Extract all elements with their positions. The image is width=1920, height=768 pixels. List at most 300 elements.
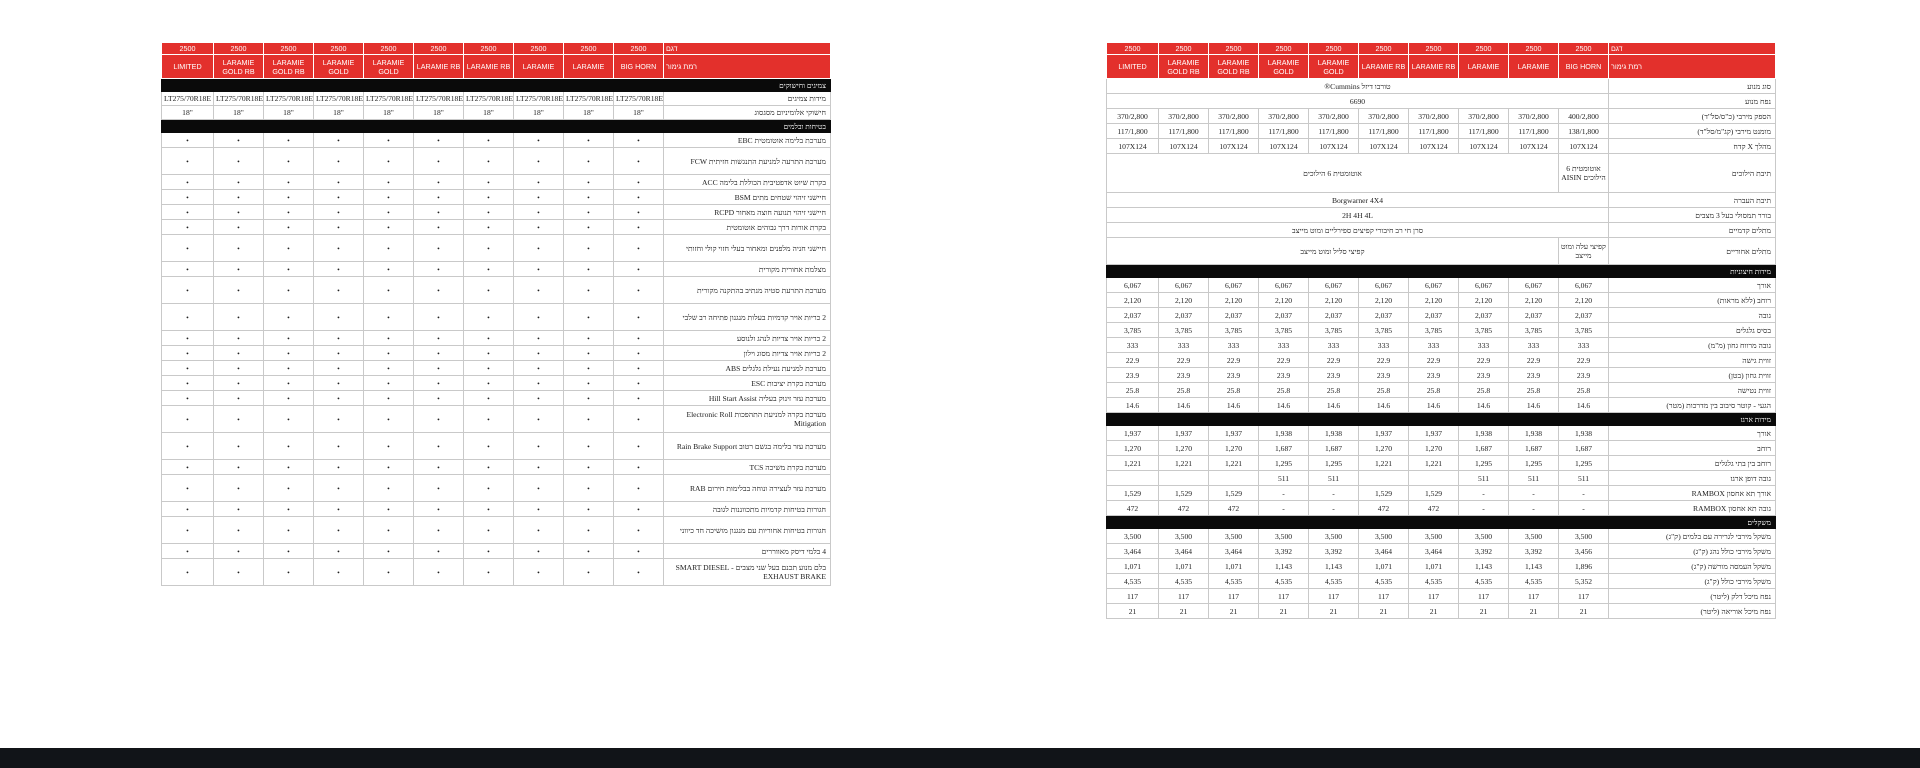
feature-included-dot: • <box>414 205 464 220</box>
feature-included-dot: • <box>162 235 214 262</box>
header-row-label: דגם <box>1609 43 1776 55</box>
spec-value-cell: 1,071 <box>1359 559 1409 574</box>
spec-value-cell: 22.9 <box>1509 353 1559 368</box>
spec-label: משקל העמסה מורשה (ק"ג) <box>1609 559 1776 574</box>
spec-value-cell: 333 <box>1409 338 1459 353</box>
spec-label: תיבת הילוכים <box>1609 154 1776 193</box>
spec-value-cell: 3,500 <box>1107 529 1159 544</box>
feature-included-dot: • <box>514 460 564 475</box>
spec-value-cell: 472 <box>1159 501 1209 516</box>
spec-value-cell: 22.9 <box>1159 353 1209 368</box>
spec-value-cell: LT275/70R18E <box>314 92 364 106</box>
feature-included-dot: • <box>162 331 214 346</box>
spec-value-cell: 2,120 <box>1159 293 1209 308</box>
feature-included-dot: • <box>364 235 414 262</box>
spec-value-cell: 107X124 <box>1309 139 1359 154</box>
spec-value-cell: 1,938 <box>1309 426 1359 441</box>
feature-included-dot: • <box>564 559 614 586</box>
spec-value-cell: - <box>1559 486 1609 501</box>
spec-row <box>1107 94 1776 109</box>
spec-value-cell: 117 <box>1509 589 1559 604</box>
feature-included-dot: • <box>364 133 414 148</box>
spec-value-cell: 14.6 <box>1259 398 1309 413</box>
feature-included-dot: • <box>364 148 414 175</box>
feature-included-dot: • <box>514 133 564 148</box>
page-footer-bar <box>0 748 1920 768</box>
header-row-label: דגם <box>664 43 831 55</box>
feature-included-dot: • <box>414 277 464 304</box>
spec-label: חגורות בטיחות קדמיות מתכווננות לגובה <box>664 502 831 517</box>
feature-included-dot: • <box>314 361 364 376</box>
feature-included-dot: • <box>214 148 264 175</box>
spec-value-cell: 25.8 <box>1259 383 1309 398</box>
spec-value-cell: 2,037 <box>1159 308 1209 323</box>
spec-label: מערכת עזר בלימה בגשם רטוב Rain Brake Support <box>664 433 831 460</box>
spec-value-cell: 4,535 <box>1459 574 1509 589</box>
spec-row <box>162 92 831 106</box>
feature-included-dot: • <box>162 304 214 331</box>
trim-header-cell: 2500 <box>264 43 314 55</box>
spec-value-cell: 3,500 <box>1159 529 1209 544</box>
spec-row <box>162 304 831 331</box>
spec-row <box>1107 278 1776 293</box>
spec-row <box>1107 383 1776 398</box>
feature-included-dot: • <box>414 391 464 406</box>
model-header-row <box>162 43 831 55</box>
feature-included-dot: • <box>464 277 514 304</box>
spec-value-cell: LT275/70R18E <box>264 92 314 106</box>
spec-value-cell: LT275/70R18E <box>364 92 414 106</box>
spec-label: 2 כריות אויר צדיות מסוג וילון <box>664 346 831 361</box>
feature-included-dot: • <box>314 475 364 502</box>
trim-header-cell: BIG HORN <box>614 55 664 79</box>
spec-row <box>1107 338 1776 353</box>
feature-included-dot: • <box>414 220 464 235</box>
spec-value-cell: 1,143 <box>1459 559 1509 574</box>
spec-row <box>162 277 831 304</box>
spec-value-cell: 3,785 <box>1459 323 1509 338</box>
feature-included-dot: • <box>514 148 564 175</box>
trim-header-cell: BIG HORN <box>1559 55 1609 79</box>
feature-included-dot: • <box>564 148 614 175</box>
spec-value-cell: 511 <box>1309 471 1359 486</box>
spec-value-cell: 2,037 <box>1107 308 1159 323</box>
feature-included-dot: • <box>614 220 664 235</box>
feature-included-dot: • <box>214 475 264 502</box>
spec-value-cell <box>1409 471 1459 486</box>
trim-header-cell: LARAMIE RB <box>1409 55 1459 79</box>
feature-included-dot: • <box>214 391 264 406</box>
spec-label: מערכת בלימה אוטומטית EBC <box>664 133 831 148</box>
spec-label: 4 בלמי דיסק מאווררים <box>664 544 831 559</box>
feature-included-dot: • <box>564 346 614 361</box>
spec-value-cell: 1,071 <box>1209 559 1259 574</box>
feature-included-dot: • <box>514 391 564 406</box>
spec-value-cell: 6,067 <box>1409 278 1459 293</box>
spec-value-cell <box>1209 471 1259 486</box>
feature-included-dot: • <box>214 205 264 220</box>
spec-value-cell: 3,392 <box>1509 544 1559 559</box>
spec-value-cell: 2,120 <box>1209 293 1259 308</box>
spec-value-cell: 25.8 <box>1459 383 1509 398</box>
section-title: משקלים <box>1107 516 1776 529</box>
trim-header-cell: 2500 <box>1209 43 1259 55</box>
spec-label: זווית גישה <box>1609 353 1776 368</box>
spec-value-cell: 1,938 <box>1509 426 1559 441</box>
spec-value-cell: 1,938 <box>1259 426 1309 441</box>
feature-included-dot: • <box>314 376 364 391</box>
trim-header-cell: 2500 <box>214 43 264 55</box>
feature-included-dot: • <box>364 502 414 517</box>
feature-included-dot: • <box>464 391 514 406</box>
feature-included-dot: • <box>162 559 214 586</box>
equipment-spec-table <box>161 42 831 586</box>
trim-header-cell: 2500 <box>162 43 214 55</box>
spec-row <box>162 235 831 262</box>
spec-value-cell: 3,464 <box>1209 544 1259 559</box>
spec-label: זווית נטישה <box>1609 383 1776 398</box>
spec-merged-cell: Borgwarner 4X4 <box>1107 193 1609 208</box>
spec-row <box>1107 323 1776 338</box>
spec-value-cell: 3,500 <box>1259 529 1309 544</box>
trim-header-cell: 2500 <box>1409 43 1459 55</box>
feature-included-dot: • <box>414 262 464 277</box>
spec-value-cell: - <box>1459 501 1509 516</box>
spec-row <box>162 559 831 586</box>
feature-included-dot: • <box>264 475 314 502</box>
spec-value-cell: 2,120 <box>1559 293 1609 308</box>
feature-included-dot: • <box>264 346 314 361</box>
spec-label: מערכת התרעת סטיה מנתיב בהתקנה מקורית <box>664 277 831 304</box>
spec-value-cell: LT275/70R18E <box>414 92 464 106</box>
spec-value-cell: 1,143 <box>1509 559 1559 574</box>
spec-value-cell: 14.6 <box>1559 398 1609 413</box>
spec-value-cell: 5,352 <box>1559 574 1609 589</box>
feature-included-dot: • <box>514 205 564 220</box>
section-header <box>1107 413 1776 426</box>
trim-header-cell: 2500 <box>1309 43 1359 55</box>
feature-included-dot: • <box>564 544 614 559</box>
spec-row <box>1107 486 1776 501</box>
spec-value-cell: 23.9 <box>1459 368 1509 383</box>
spec-label: 2 כריות אויר צדיות לנהג ולנוסע <box>664 331 831 346</box>
spec-value-cell: 6,067 <box>1559 278 1609 293</box>
feature-included-dot: • <box>614 544 664 559</box>
trim-header-cell: 2500 <box>1259 43 1309 55</box>
feature-included-dot: • <box>364 205 414 220</box>
spec-value-cell: 18" <box>464 106 514 120</box>
spec-value-cell: 117 <box>1159 589 1209 604</box>
trim-header-cell: LARAMIE GOLD RB <box>214 55 264 79</box>
feature-included-dot: • <box>214 277 264 304</box>
feature-included-dot: • <box>314 205 364 220</box>
feature-included-dot: • <box>514 544 564 559</box>
feature-included-dot: • <box>614 433 664 460</box>
spec-row <box>1107 79 1776 94</box>
spec-value-cell: - <box>1259 501 1309 516</box>
spec-value-cell: 107X124 <box>1159 139 1209 154</box>
spec-value-cell: 511 <box>1459 471 1509 486</box>
feature-included-dot: • <box>414 133 464 148</box>
spec-value-cell: 1,295 <box>1309 456 1359 471</box>
spec-value-cell: 117/1,800 <box>1209 124 1259 139</box>
spec-row <box>1107 544 1776 559</box>
feature-included-dot: • <box>614 175 664 190</box>
spec-value-cell: 21 <box>1359 604 1409 619</box>
spec-value-cell: 4,535 <box>1309 574 1359 589</box>
spec-label: רוחב בין בתי גלגלים <box>1609 456 1776 471</box>
spec-value-cell: 18" <box>614 106 664 120</box>
feature-included-dot: • <box>162 391 214 406</box>
feature-included-dot: • <box>162 376 214 391</box>
feature-included-dot: • <box>364 376 414 391</box>
feature-included-dot: • <box>514 361 564 376</box>
spec-value-cell: 3,500 <box>1559 529 1609 544</box>
feature-included-dot: • <box>614 277 664 304</box>
feature-included-dot: • <box>264 517 314 544</box>
trim-header-cell: LARAMIE RB <box>414 55 464 79</box>
feature-included-dot: • <box>364 304 414 331</box>
feature-included-dot: • <box>264 262 314 277</box>
spec-value-cell: 472 <box>1107 501 1159 516</box>
spec-value-cell: 21 <box>1107 604 1159 619</box>
spec-value-cell: 14.6 <box>1409 398 1459 413</box>
spec-label: משקל מירבי לגרירה עם בלמים (ק"ג) <box>1609 529 1776 544</box>
spec-value-cell: 3,785 <box>1409 323 1459 338</box>
spec-value-cell: 1,221 <box>1209 456 1259 471</box>
spec-value-cell: 21 <box>1509 604 1559 619</box>
feature-included-dot: • <box>514 331 564 346</box>
feature-included-dot: • <box>564 277 614 304</box>
spec-label: גובה מרווח גחון (מ"מ) <box>1609 338 1776 353</box>
feature-included-dot: • <box>214 433 264 460</box>
feature-included-dot: • <box>464 433 514 460</box>
feature-included-dot: • <box>314 331 364 346</box>
spec-value-cell: 3,785 <box>1559 323 1609 338</box>
spec-label: רוחב <box>1609 441 1776 456</box>
spec-row <box>1107 604 1776 619</box>
spec-label: מערכת עזר לעצירה ונוחה בבלימות חירום RAB <box>664 475 831 502</box>
spec-label: גובה <box>1609 308 1776 323</box>
spec-label: חיישני זיהוי שטחים מתים BSM <box>664 190 831 205</box>
feature-included-dot: • <box>564 304 614 331</box>
spec-value-cell: 511 <box>1559 471 1609 486</box>
feature-included-dot: • <box>214 544 264 559</box>
feature-included-dot: • <box>414 331 464 346</box>
feature-included-dot: • <box>162 262 214 277</box>
spec-value-cell: 2,120 <box>1309 293 1359 308</box>
feature-included-dot: • <box>214 460 264 475</box>
spec-label: רוחב (ללא מראות) <box>1609 293 1776 308</box>
feature-included-dot: • <box>162 406 214 433</box>
feature-included-dot: • <box>614 133 664 148</box>
spec-value-cell: 1,529 <box>1159 486 1209 501</box>
spec-value-cell: 2,120 <box>1409 293 1459 308</box>
spec-value-cell: LT275/70R18E <box>614 92 664 106</box>
spec-value-cell: 6,067 <box>1459 278 1509 293</box>
trim-header-cell: 2500 <box>1459 43 1509 55</box>
spec-value-cell: 4,535 <box>1409 574 1459 589</box>
spec-value-cell: 6,067 <box>1209 278 1259 293</box>
spec-value-cell: 23.9 <box>1209 368 1259 383</box>
spec-value-cell: 1,529 <box>1107 486 1159 501</box>
trim-header-cell: 2500 <box>414 43 464 55</box>
spec-value-cell: 3,785 <box>1309 323 1359 338</box>
feature-included-dot: • <box>614 517 664 544</box>
spec-row <box>1107 293 1776 308</box>
spec-value-cell: 3,500 <box>1309 529 1359 544</box>
spec-label: בסיס גלגלים <box>1609 323 1776 338</box>
spec-row <box>1107 574 1776 589</box>
feature-included-dot: • <box>464 460 514 475</box>
spec-value-cell: - <box>1559 501 1609 516</box>
spec-merged-cell: קפיצי עלה ומוט מייצב <box>1559 238 1609 265</box>
spec-value-cell: 370/2,800 <box>1259 109 1309 124</box>
feature-included-dot: • <box>414 235 464 262</box>
feature-included-dot: • <box>514 175 564 190</box>
trim-level-header-row <box>162 55 831 79</box>
spec-row <box>162 205 831 220</box>
feature-included-dot: • <box>314 133 364 148</box>
feature-included-dot: • <box>364 406 414 433</box>
trim-header-cell: 2500 <box>314 43 364 55</box>
feature-included-dot: • <box>514 475 564 502</box>
spec-value-cell: 21 <box>1559 604 1609 619</box>
spec-value-cell: 2,120 <box>1359 293 1409 308</box>
spec-value-cell: 107X124 <box>1107 139 1159 154</box>
spec-row <box>1107 193 1776 208</box>
feature-included-dot: • <box>464 559 514 586</box>
spec-value-cell: 4,535 <box>1209 574 1259 589</box>
feature-included-dot: • <box>162 175 214 190</box>
spec-row <box>162 133 831 148</box>
trim-header-cell: LIMITED <box>1107 55 1159 79</box>
spec-label: משקל מירבי כולל (ק"ג) <box>1609 574 1776 589</box>
feature-included-dot: • <box>414 460 464 475</box>
spec-value-cell: 3,464 <box>1359 544 1409 559</box>
feature-included-dot: • <box>214 220 264 235</box>
feature-included-dot: • <box>414 502 464 517</box>
feature-included-dot: • <box>564 376 614 391</box>
spec-value-cell: 1,937 <box>1159 426 1209 441</box>
spec-value-cell: 1,270 <box>1409 441 1459 456</box>
feature-included-dot: • <box>214 502 264 517</box>
spec-value-cell: 1,937 <box>1359 426 1409 441</box>
spec-value-cell: 107X124 <box>1509 139 1559 154</box>
spec-value-cell: 2,037 <box>1559 308 1609 323</box>
feature-included-dot: • <box>264 559 314 586</box>
feature-included-dot: • <box>214 235 264 262</box>
spec-value-cell: 117 <box>1459 589 1509 604</box>
feature-included-dot: • <box>614 235 664 262</box>
spec-value-cell: 23.9 <box>1309 368 1359 383</box>
feature-included-dot: • <box>514 262 564 277</box>
trim-header-cell: LARAMIE RB <box>1359 55 1409 79</box>
feature-included-dot: • <box>364 361 414 376</box>
trim-header-cell: LARAMIE GOLD <box>364 55 414 79</box>
feature-included-dot: • <box>564 175 614 190</box>
spec-label: אורך תא אחסון RAMBOX <box>1609 486 1776 501</box>
spec-value-cell: 1,938 <box>1559 426 1609 441</box>
spec-value-cell: 107X124 <box>1259 139 1309 154</box>
spec-row <box>162 106 831 120</box>
trim-header-cell: 2500 <box>1107 43 1159 55</box>
feature-included-dot: • <box>564 460 614 475</box>
feature-included-dot: • <box>514 346 564 361</box>
spec-label: מתלים אחוריים <box>1609 238 1776 265</box>
spec-merged-cell: אוטומטית 6 הילוכים AISIN <box>1559 154 1609 193</box>
feature-included-dot: • <box>564 517 614 544</box>
spec-value-cell: 1,896 <box>1559 559 1609 574</box>
spec-value-cell: 14.6 <box>1459 398 1509 413</box>
spec-value-cell: 1,687 <box>1509 441 1559 456</box>
feature-included-dot: • <box>614 148 664 175</box>
spec-value-cell: LT275/70R18E <box>514 92 564 106</box>
spec-label: בלם מנוע תכנם בעל שני מצבים - SMART DIESEL EXHAUST BRAKE <box>664 559 831 586</box>
spec-row <box>1107 223 1776 238</box>
spec-value-cell: 2,120 <box>1259 293 1309 308</box>
feature-included-dot: • <box>162 361 214 376</box>
spec-value-cell: 1,295 <box>1509 456 1559 471</box>
feature-included-dot: • <box>614 475 664 502</box>
spec-value-cell: LT275/70R18E <box>162 92 214 106</box>
feature-included-dot: • <box>464 205 514 220</box>
spec-label: מצלמת אחורית מקורית <box>664 262 831 277</box>
feature-included-dot: • <box>314 148 364 175</box>
feature-included-dot: • <box>364 475 414 502</box>
spec-row <box>1107 353 1776 368</box>
spec-value-cell: 511 <box>1259 471 1309 486</box>
feature-included-dot: • <box>162 148 214 175</box>
trim-header-cell: LARAMIE GOLD <box>1309 55 1359 79</box>
feature-included-dot: • <box>364 460 414 475</box>
spec-value-cell: 117/1,800 <box>1409 124 1459 139</box>
spec-value-cell: 333 <box>1159 338 1209 353</box>
technical-spec-table <box>1106 42 1776 619</box>
spec-row <box>162 190 831 205</box>
spec-row <box>162 406 831 433</box>
spec-value-cell: 3,785 <box>1107 323 1159 338</box>
trim-header-cell: LARAMIE RB <box>464 55 514 79</box>
feature-included-dot: • <box>264 220 314 235</box>
spec-row <box>162 376 831 391</box>
spec-value-cell: 22.9 <box>1259 353 1309 368</box>
feature-included-dot: • <box>214 346 264 361</box>
spec-value-cell: 3,500 <box>1209 529 1259 544</box>
feature-included-dot: • <box>314 190 364 205</box>
trim-header-cell: LARAMIE GOLD <box>314 55 364 79</box>
feature-included-dot: • <box>414 190 464 205</box>
trim-header-cell: 2500 <box>364 43 414 55</box>
spec-value-cell: 3,785 <box>1259 323 1309 338</box>
trim-header-cell: 2500 <box>1559 43 1609 55</box>
spec-row <box>162 148 831 175</box>
feature-included-dot: • <box>564 433 614 460</box>
feature-included-dot: • <box>614 559 664 586</box>
spec-value-cell: 3,785 <box>1209 323 1259 338</box>
feature-included-dot: • <box>214 175 264 190</box>
feature-included-dot: • <box>564 502 614 517</box>
spec-value-cell: 1,529 <box>1409 486 1459 501</box>
spec-label: הגעי - קוטר סיבוב בין מדרכות (מטר) <box>1609 398 1776 413</box>
spec-value-cell: 117 <box>1209 589 1259 604</box>
spec-value-cell: 25.8 <box>1359 383 1409 398</box>
feature-included-dot: • <box>564 190 614 205</box>
feature-included-dot: • <box>614 391 664 406</box>
trim-header-cell: LARAMIE <box>1459 55 1509 79</box>
spec-value-cell: 18" <box>214 106 264 120</box>
feature-included-dot: • <box>514 235 564 262</box>
